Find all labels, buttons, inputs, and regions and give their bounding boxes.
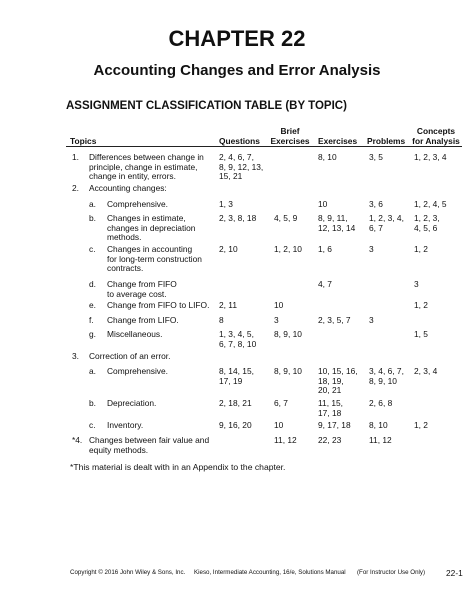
header-exercises: Exercises bbox=[318, 136, 358, 146]
chapter-subtitle: Accounting Changes and Error Analysis bbox=[93, 62, 381, 79]
subtopic-letter: e. bbox=[89, 300, 96, 310]
concepts-cell: 1, 2 bbox=[414, 300, 428, 310]
problems-cell: 3 bbox=[369, 244, 374, 254]
exercises-cell: 22, 23 bbox=[318, 435, 342, 445]
brief-exercises-cell: 8, 9, 10 bbox=[274, 366, 302, 376]
questions-cell: 2, 18, 21 bbox=[219, 398, 252, 408]
footer-book: Kieso, Intermediate Accounting, 16/e, Solutions Manual bbox=[194, 569, 346, 576]
concepts-cell: 1, 2, 3, 4 bbox=[414, 152, 447, 162]
topic-label: Differences between change in principle, change in estimate, change in entity, errors. bbox=[89, 152, 204, 182]
subtopic-label: Change from LIFO. bbox=[107, 315, 179, 325]
header-brief-exercises: Brief Exercises bbox=[270, 126, 310, 146]
questions-cell: 2, 11 bbox=[219, 300, 238, 310]
subtopic-letter: d. bbox=[89, 279, 96, 289]
problems-cell: 3, 5 bbox=[369, 152, 383, 162]
subtopic-letter: a. bbox=[89, 199, 96, 209]
subtopic-label: Depreciation. bbox=[107, 398, 157, 408]
concepts-cell: 1, 2, 3, 4, 5, 6 bbox=[414, 213, 440, 233]
brief-exercises-cell: 6, 7 bbox=[274, 398, 288, 408]
subtopic-letter: a. bbox=[89, 366, 96, 376]
concepts-cell: 1, 2 bbox=[414, 420, 428, 430]
exercises-cell: 10 bbox=[318, 199, 328, 209]
exercises-cell: 11, 15, 17, 18 bbox=[318, 398, 343, 418]
brief-exercises-cell: 4, 5, 9 bbox=[274, 213, 298, 223]
subtopic-letter: b. bbox=[89, 398, 96, 408]
subtopic-label: Miscellaneous. bbox=[107, 329, 163, 339]
problems-cell: 8, 10 bbox=[369, 420, 388, 430]
subtopic-letter: c. bbox=[89, 244, 96, 254]
header-problems: Problems bbox=[367, 136, 406, 146]
topic-number: 2. bbox=[72, 183, 79, 193]
questions-cell: 1, 3, 4, 5, 6, 7, 8, 10 bbox=[219, 329, 257, 349]
subtopic-label: Comprehensive. bbox=[107, 366, 168, 376]
problems-cell: 11, 12 bbox=[369, 435, 392, 445]
subtopic-label: Change from FIFO to LIFO. bbox=[107, 300, 210, 310]
problems-cell: 2, 6, 8 bbox=[369, 398, 393, 408]
brief-exercises-cell: 10 bbox=[274, 300, 284, 310]
subtopic-label: Inventory. bbox=[107, 420, 144, 430]
footnote: *This material is dealt with in an Appendix to the chapter. bbox=[70, 462, 286, 472]
brief-exercises-cell: 3 bbox=[274, 315, 279, 325]
exercises-cell: 8, 10 bbox=[318, 152, 337, 162]
exercises-cell: 8, 9, 11, 12, 13, 14 bbox=[318, 213, 356, 233]
exercises-cell: 10, 15, 16, 18, 19, 20, 21 bbox=[318, 366, 358, 396]
topic-number: 3. bbox=[72, 351, 79, 361]
exercises-cell: 1, 6 bbox=[318, 244, 332, 254]
subtopic-letter: c. bbox=[89, 420, 96, 430]
brief-exercises-cell: 8, 9, 10 bbox=[274, 329, 302, 339]
page-number: 22-1 bbox=[446, 568, 463, 578]
problems-cell: 1, 2, 3, 4, 6, 7 bbox=[369, 213, 404, 233]
questions-cell: 8 bbox=[219, 315, 224, 325]
footer-instructor: (For Instructor Use Only) bbox=[357, 569, 426, 576]
questions-cell: 9, 16, 20 bbox=[219, 420, 252, 430]
questions-cell: 2, 10 bbox=[219, 244, 238, 254]
questions-cell: 2, 3, 8, 18 bbox=[219, 213, 257, 223]
exercises-cell: 4, 7 bbox=[318, 279, 332, 289]
topic-number: 1. bbox=[72, 152, 79, 162]
concepts-cell: 2, 3, 4 bbox=[414, 366, 438, 376]
topic-number: *4. bbox=[72, 435, 83, 445]
problems-cell: 3 bbox=[369, 315, 374, 325]
header-rule bbox=[66, 146, 462, 147]
subtopic-letter: b. bbox=[89, 213, 96, 223]
problems-cell: 3, 4, 6, 7, 8, 9, 10 bbox=[369, 366, 404, 386]
subtopic-label: Changes in estimate, changes in depreciation methods. bbox=[107, 213, 196, 243]
questions-cell: 1, 3 bbox=[219, 199, 233, 209]
header-topics: Topics bbox=[70, 136, 97, 146]
topic-label: Changes between fair value and equity methods. bbox=[89, 435, 210, 455]
brief-exercises-cell: 11, 12 bbox=[274, 435, 297, 445]
chapter-title: CHAPTER 22 bbox=[168, 26, 306, 51]
questions-cell: 8, 14, 15, 17, 19 bbox=[219, 366, 254, 386]
subtopic-label: Changes in accounting for long-term construction contracts. bbox=[107, 244, 202, 274]
exercises-cell: 9, 17, 18 bbox=[318, 420, 351, 430]
topic-label: Correction of an error. bbox=[89, 351, 171, 361]
topic-label: Accounting changes: bbox=[89, 183, 167, 193]
concepts-cell: 1, 5 bbox=[414, 329, 428, 339]
subtopic-label: Comprehensive. bbox=[107, 199, 168, 209]
footer-copyright: Copyright © 2016 John Wiley & Sons, Inc. bbox=[70, 569, 186, 576]
header-concepts: Concepts for Analysis bbox=[412, 126, 460, 146]
header-questions: Questions bbox=[219, 136, 260, 146]
brief-exercises-cell: 10 bbox=[274, 420, 284, 430]
concepts-cell: 1, 2 bbox=[414, 244, 428, 254]
subtopic-letter: f. bbox=[89, 315, 94, 325]
concepts-cell: 3 bbox=[414, 279, 419, 289]
concepts-cell: 1, 2, 4, 5 bbox=[414, 199, 447, 209]
brief-exercises-cell: 1, 2, 10 bbox=[274, 244, 302, 254]
questions-cell: 2, 4, 6, 7, 8, 9, 12, 13, 15, 21 bbox=[219, 152, 264, 182]
section-title: ASSIGNMENT CLASSIFICATION TABLE (BY TOPIC) bbox=[66, 100, 347, 112]
subtopic-label: Change from FIFO to average cost. bbox=[107, 279, 177, 299]
problems-cell: 3, 6 bbox=[369, 199, 383, 209]
subtopic-letter: g. bbox=[89, 329, 96, 339]
exercises-cell: 2, 3, 5, 7 bbox=[318, 315, 351, 325]
